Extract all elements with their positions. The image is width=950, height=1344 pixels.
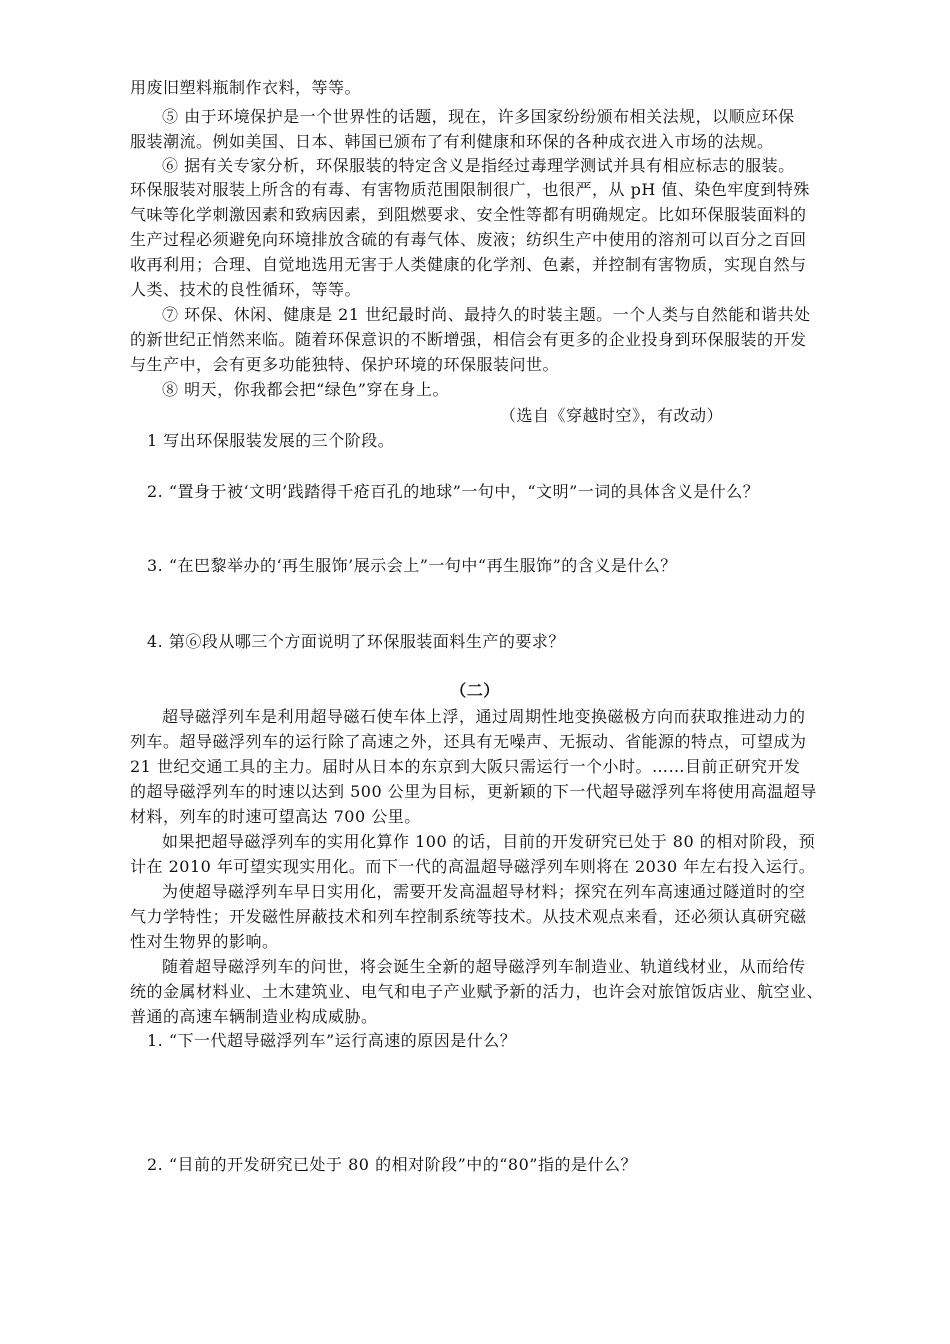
question: 3. “在巴黎举办的‘再生服饰’展示会上”一句中“再生服饰”的含义是什么？: [147, 556, 677, 575]
paragraph-line: 计在 2010 年可望实现实用化。而下一代的高温超导磁浮列车则将在 2030 年左右投入运行。: [130, 857, 816, 876]
paragraph-line: 随着超导磁浮列车的问世，将会诞生全新的超导磁浮列车制造业、轨道线材业，从而给传: [162, 957, 806, 976]
paragraph-line: 普通的高速车辆制造业构成威胁。: [130, 1007, 378, 1026]
paragraph-line: 的新世纪正悄然来临。随着环保意识的不断增强，相信会有更多的企业投身到环保服装的开发: [130, 330, 807, 349]
paragraph-line: 气味等化学刺激因素和致病因素，到阻燃要求、安全性等都有明确规定。比如环保服装面料的: [130, 205, 807, 224]
paragraph-line: 生产过程必须避免向环境排放含硫的有毒气体、废液；纺织生产中使用的溶剂可以百分之百回: [130, 230, 807, 249]
question: 2. “置身于被‘文明’践踏得千疮百孔的地球”一句中，“文明”一词的具体含义是什么？: [147, 482, 760, 501]
paragraph-line: 为使超导磁浮列车早日实用化，需要开发高温超导材料；探究在列车高速通过隧道时的空: [162, 882, 806, 901]
paragraph-line: 用废旧塑料瓶制作衣料，等等。: [130, 78, 362, 97]
paragraph-line: 服装潮流。例如美国、日本、韩国已颁布了有利健康和环保的各种成衣进入市场的法规。: [130, 132, 774, 151]
paragraph-line: 列车。超导磁浮列车的运行除了高速之外，还具有无噪声、无振动、省能源的特点，可望成为: [130, 732, 807, 751]
paragraph-line: 收再利用；合理、自觉地选用无害于人类健康的化学剂、色素，并控制有害物质，实现自然与: [130, 255, 807, 274]
question: 4. 第⑥段从哪三个方面说明了环保服装面料生产的要求？: [147, 632, 565, 651]
paragraph-line: 超导磁浮列车是利用超导磁石使车体上浮，通过周期性地变换磁极方向而获取推进动力的: [162, 707, 806, 726]
question: 1 写出环保服装发展的三个阶段。: [147, 431, 395, 450]
question: 1. “下一代超导磁浮列车”运行高速的原因是什么？: [147, 1031, 517, 1050]
paragraph-line: 统的金属材料业、土木建筑业、电气和电子产业赋予新的活力，也许会对旅馆饭店业、航空业、: [130, 982, 824, 1001]
source-citation: （选自《穿越时空》，有改动）: [500, 406, 724, 425]
paragraph-line: ⑦ 环保、休闲、健康是 21 世纪最时尚、最持久的时装主题。一个人类与自然能和谐共处: [162, 305, 811, 324]
section-heading: （二）: [450, 681, 500, 700]
paragraph-line: 人类、技术的良性循环，等等。: [130, 280, 362, 299]
question: 2. “目前的开发研究已处于 80 的相对阶段”中的“80”指的是什么？: [147, 1155, 637, 1174]
paragraph-line: 的超导磁浮列车的时速以达到 500 公里为目标，更新颖的下一代超导磁浮列车将使用高温超导: [130, 782, 817, 801]
paragraph-line: ⑥ 据有关专家分析，环保服装的特定含义是指经过毒理学测试并具有相应标志的服装。: [162, 156, 795, 175]
paragraph-line: 与生产中，会有更多功能独特、保护环境的环保服装问世。: [130, 355, 560, 374]
paragraph-line: 气力学特性；开发磁性屏蔽技术和列车控制系统等技术。从技术观点来看，还必须认真研究磁: [130, 907, 807, 926]
paragraph-line: ⑧ 明天，你我都会把“绿色”穿在身上。: [162, 380, 449, 399]
paragraph-line: 环保服装对服装上所含的有毒、有害物质范围限制很广，也很严，从 pH 值、染色牢度到特殊: [130, 180, 810, 199]
paragraph-line: 21 世纪交通工具的主力。届时从日本的东京到大阪只需运行一个小时。……目前正研究开发: [130, 757, 801, 776]
paragraph-line: 材料，列车的时速可望高达 700 公里。: [130, 807, 421, 826]
paragraph-line: ⑤ 由于环境保护是一个世界性的话题，现在，许多国家纷纷颁布相关法规，以顺应环保: [162, 107, 795, 126]
paragraph-line: 性对生物界的影响。: [130, 932, 279, 951]
paragraph-line: 如果把超导磁浮列车的实用化算作 100 的话，目前的开发研究已处于 80 的相对阶段，预: [162, 832, 816, 851]
